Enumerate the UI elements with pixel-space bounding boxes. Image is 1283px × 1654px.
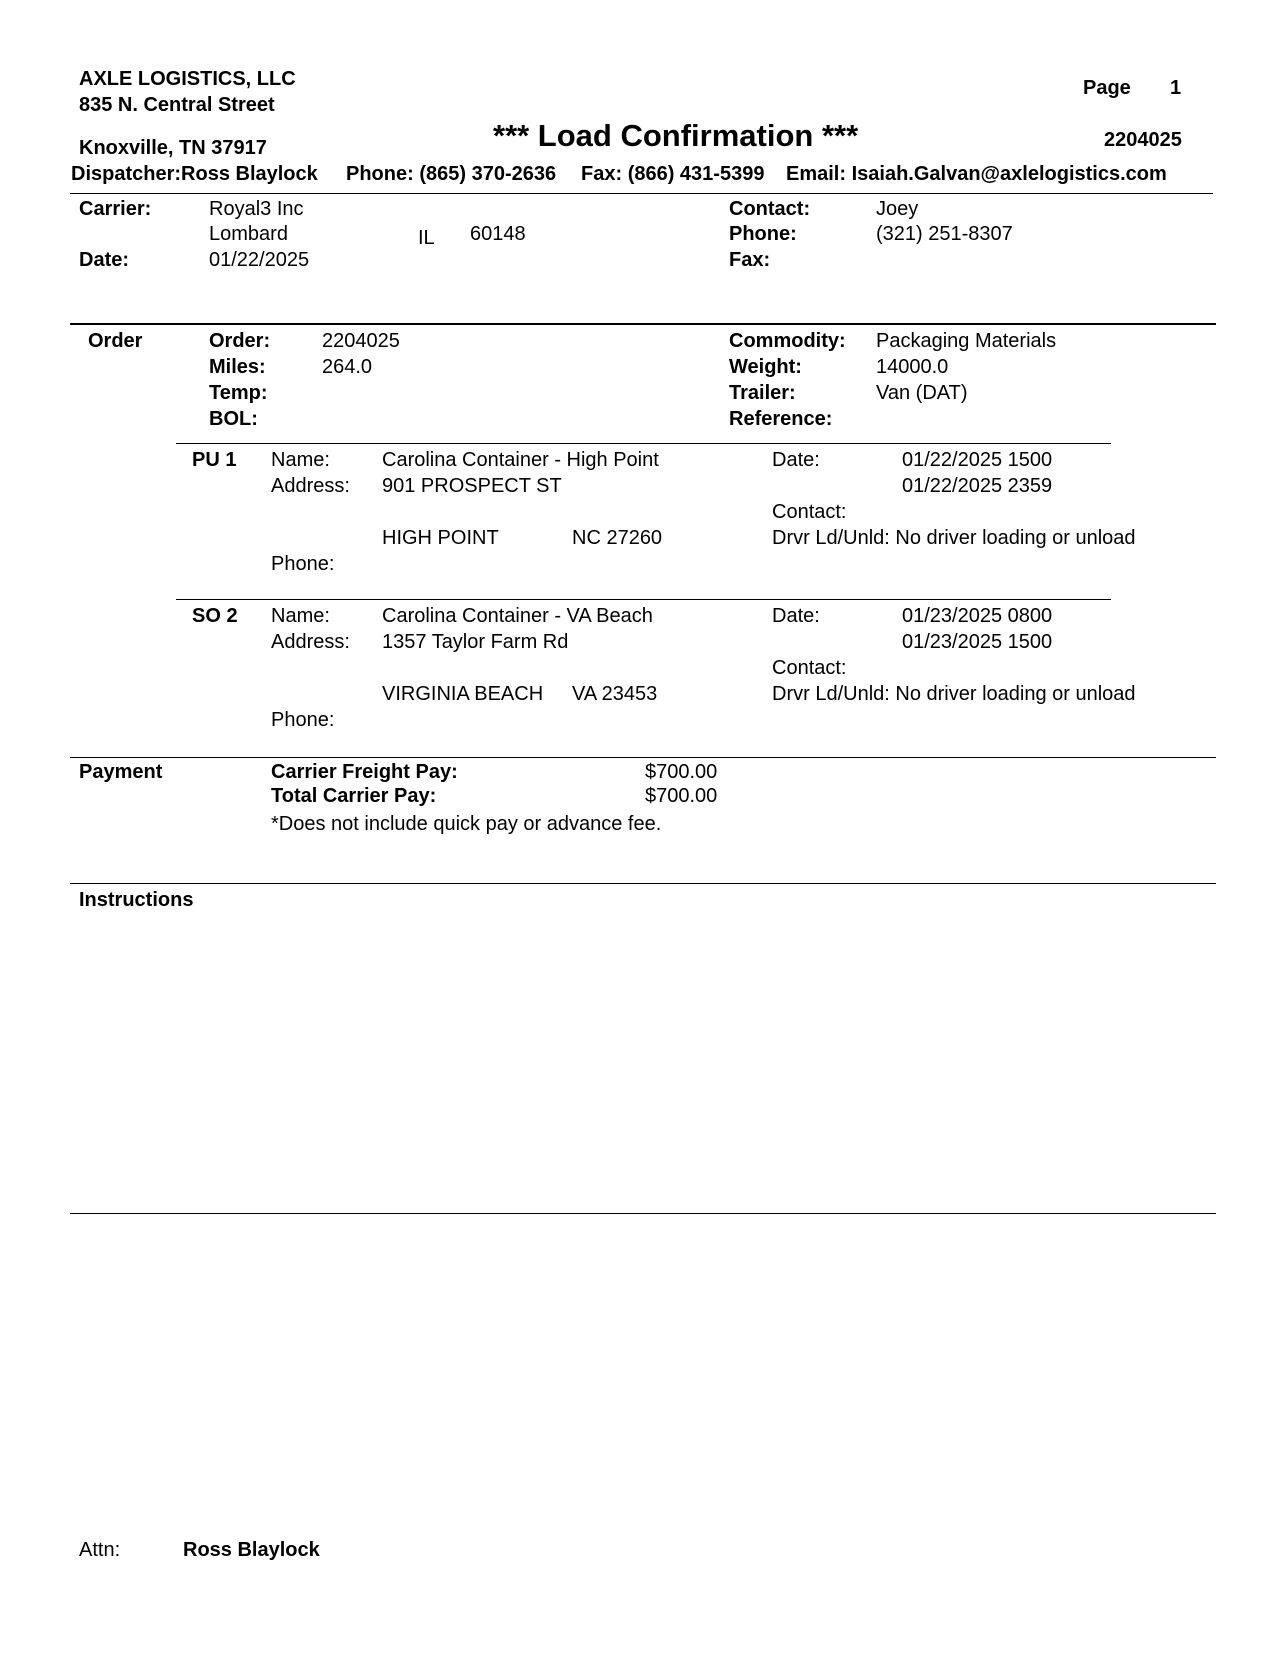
stop-date-start: 01/23/2025 0800 <box>902 605 1053 627</box>
stop-address: 901 PROSPECT ST <box>382 475 562 497</box>
reference-label: Reference: <box>729 408 833 430</box>
stop-city: VIRGINIA BEACH <box>382 683 544 705</box>
divider <box>70 883 1216 884</box>
stop-code: PU 1 <box>192 449 237 471</box>
stop-name: Carolina Container - VA Beach <box>382 605 653 627</box>
divider <box>70 757 1216 758</box>
divider <box>176 443 1111 444</box>
order-label: Order: <box>209 330 271 352</box>
stop-name-label: Name: <box>271 449 330 471</box>
temp-label: Temp: <box>209 382 268 404</box>
attn-label: Attn: <box>79 1539 121 1561</box>
dispatch-phone-value: (865) 370-2636 <box>419 163 557 185</box>
stop-contact-label: Contact: <box>772 657 847 679</box>
dispatch-fax-label: Fax: <box>581 163 623 185</box>
stop-address: 1357 Taylor Farm Rd <box>382 631 569 653</box>
page-title: *** Load Confirmation *** <box>493 118 859 153</box>
carrier-fax-label: Fax: <box>729 249 771 271</box>
weight-value: 14000.0 <box>876 356 949 378</box>
stop-drvr-label: Drvr Ld/Unld: <box>772 683 890 705</box>
instructions-label: Instructions <box>79 889 194 911</box>
carrier-date-label: Date: <box>79 249 130 271</box>
bol-label: BOL: <box>209 408 258 430</box>
carrier-city: Lombard <box>209 223 288 245</box>
dispatch-email-value[interactable]: Isaiah.Galvan@axlelogistics.com <box>851 163 1167 185</box>
total-pay-label: Total Carrier Pay: <box>271 785 437 807</box>
carrier-phone-label: Phone: <box>729 223 797 245</box>
stop-address-label: Address: <box>271 631 350 653</box>
stop-drvr-value: No driver loading or unload <box>895 527 1136 549</box>
page-number: 1 <box>1170 77 1182 99</box>
carrier-date: 01/22/2025 <box>209 249 310 271</box>
stop-state-zip: VA 23453 <box>572 683 658 705</box>
commodity-value: Packaging Materials <box>876 330 1057 352</box>
divider <box>70 193 1213 194</box>
stop-contact-label: Contact: <box>772 501 847 523</box>
divider <box>176 599 1111 600</box>
dispatch-line <box>71 162 318 186</box>
stop-drvr-label: Drvr Ld/Unld: <box>772 527 890 549</box>
dispatch-email-label: Email: <box>786 163 847 185</box>
stop-date-end: 01/22/2025 2359 <box>902 475 1053 497</box>
company-city-state-zip: Knoxville, TN 37917 <box>79 137 267 159</box>
dispatch-fax-value: (866) 431-5399 <box>627 163 765 185</box>
dispatch-phone-label: Phone: <box>346 163 414 185</box>
commodity-label: Commodity: <box>729 330 846 352</box>
company-name: AXLE LOGISTICS, LLC <box>79 68 296 90</box>
carrier-phone: (321) 251-8307 <box>876 223 1013 245</box>
miles-value: 264.0 <box>322 356 373 378</box>
stop-name: Carolina Container - High Point <box>382 449 659 471</box>
freight-pay-value: $700.00 <box>645 761 718 783</box>
order-number: 2204025 <box>322 330 400 352</box>
weight-label: Weight: <box>729 356 802 378</box>
stop-code: SO 2 <box>192 605 238 627</box>
page-label: Page <box>1083 77 1131 99</box>
stop-drvr <box>772 526 1136 550</box>
divider <box>70 1213 1216 1214</box>
company-street: 835 N. Central Street <box>79 94 275 116</box>
carrier-contact: Joey <box>876 198 919 220</box>
payment-section-label: Payment <box>79 761 163 783</box>
miles-label: Miles: <box>209 356 266 378</box>
stop-date-start: 01/22/2025 1500 <box>902 449 1053 471</box>
stop-phone-label: Phone: <box>271 709 335 731</box>
dispatch-phone <box>346 162 556 186</box>
stop-drvr-value: No driver loading or unload <box>895 683 1136 705</box>
payment-note: *Does not include quick pay or advance fee. <box>271 813 662 835</box>
stop-drvr <box>772 682 1136 706</box>
freight-pay-label: Carrier Freight Pay: <box>271 761 458 783</box>
carrier-state: IL <box>418 227 435 249</box>
stop-city: HIGH POINT <box>382 527 499 549</box>
carrier-zip: 60148 <box>470 223 526 245</box>
carrier-name: Royal3 Inc <box>209 198 304 220</box>
stop-date-end: 01/23/2025 1500 <box>902 631 1053 653</box>
trailer-value: Van (DAT) <box>876 382 968 404</box>
dispatch-email <box>786 162 1167 186</box>
order-section-label: Order <box>88 330 143 352</box>
total-pay-value: $700.00 <box>645 785 718 807</box>
trailer-label: Trailer: <box>729 382 796 404</box>
dispatcher-name: Ross Blaylock <box>181 163 318 185</box>
load-number: 2204025 <box>1104 129 1182 151</box>
stop-state-zip: NC 27260 <box>572 527 663 549</box>
dispatcher-label: Dispatcher: <box>71 163 182 185</box>
stop-date-label: Date: <box>772 449 820 471</box>
carrier-label: Carrier: <box>79 198 152 220</box>
stop-address-label: Address: <box>271 475 350 497</box>
stop-date-label: Date: <box>772 605 820 627</box>
attn-name: Ross Blaylock <box>183 1539 320 1561</box>
stop-name-label: Name: <box>271 605 330 627</box>
carrier-contact-label: Contact: <box>729 198 811 220</box>
dispatch-fax <box>581 162 764 186</box>
stop-phone-label: Phone: <box>271 553 335 575</box>
divider <box>70 323 1216 325</box>
